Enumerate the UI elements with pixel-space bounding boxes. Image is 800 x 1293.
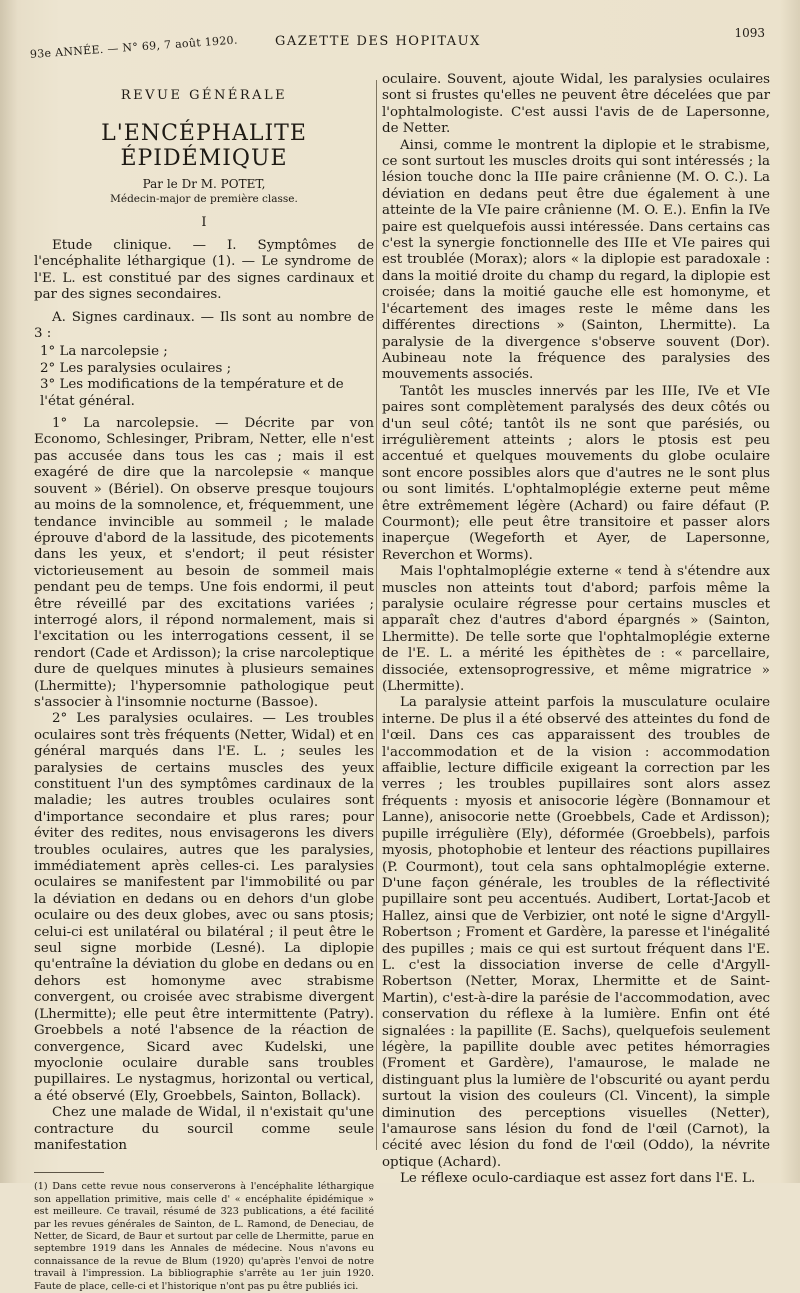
narcolepsy-paragraph: 1° La narcolepsie. — Décrite par von Economo, Schlesinger, Pribram, Netter, elle n'est pas accusée dans tous les cas ; mais il est exagéré de dire que la narcolepsie « manque souvent » (Bériel). On observe presque toujours au moins de la somnolence, et, fréquemment, une tendance invincible au sommeil ; le malade éprouve d'abord de la lassitude, des picotements dans les yeux, et s'endort; il peut résister victorieusement au besoin de sommeil mais pendant peu de temps. Une fois endormi, il peut être réveillé par des excitations variées ; interrogé alors, il répond normalement, mais si l'excitation ou les interrogations cessent, il se rendort (Cade et Ardisson); la crise narcoleptique dure de quelques minutes à plusieurs semaines (Lhermitte); l'hypersomnie pathologique peut s'associer à l'insomnie nocturne (Bassoe). xyxy=(34,416,374,710)
author-line: Par le Dr M. POTET, xyxy=(142,177,266,191)
section-heading: REVUE GÉNÉRALE xyxy=(120,88,288,103)
widal-paragraph: Chez une malade de Widal, il n'existait qu'une contracture du sourcil comme seule manifestation xyxy=(34,1105,374,1153)
list-item: 2° Les paralysies oculaires ; xyxy=(40,360,232,376)
issue-line: 93e ANNÉE. — N° 69, 7 août 1920. xyxy=(29,33,239,61)
left-column xyxy=(34,80,374,1293)
paragraph: La paralysie atteint parfois la musculature oculaire interne. De plus il a été observé des atteintes du fond de l'œil. Dans ces cas apparaissent des troubles de l'accommodation et de la vision : accommodation affaiblie, lecture difficile exigeant la correction par les verres ; les troubles pupillaires sont alors assez fréquents : myosis et anisocorie légère (Bonnamour et Lanne), anisocorie nette (Groebbels, Cade et Ardisson); pupille irrégulière (Ely), déformée (Groebbels), parfois myosis, photophobie et lenteur des réactions pupillaires (P. Courmont), tout cela sans ophtalmoplégie externe. D'une façon générale, les troubles de la réflectivité pupillaire sont peu accentués. Audibert, Lortat-Jacob et Hallez, ainsi que de Verbizier, ont noté le signe d'Argyll-Robertson ; Froment et Gardère, la paresse et l'inégalité des pupilles ; mais ce qui est surtout fréquent dans l'E. L. c'est la dissociation inverse de celle d'Argyll-Robertson (Netter, Morax, Lhermitte et de Saint-Martin), c'est-à-dire la parésie de l'accommodation, avec conservation du réflexe à la lumière. Enfin ont été signalées : la papillite (E. Sachs), quelquefois seulement légère, la papillite double avec petites hémorragies (Froment et Gardère), l'amaurose, le malade ne distinguant plus la lumière de l'obscurité ou ayant perdu surtout la vision des couleurs (Cl. Vincent), la simple diminution des perceptions visuelles (Netter), l'amaurose sans lésion du fond de l'œil (Carnot), la cécité avec lésion du fond de l'œil (Oddo), la névrite optique (Achard). xyxy=(382,695,770,1170)
paragraph: Ainsi, comme le montrent la diplopie et le strabisme, ce sont surtout les muscles droits qui sont intéressés ; la lésion touche donc la IIIe paire crânienne (M. O. C.). La déviation en dedans peut être due également à une atteinte de la VIe paire crânienne (M. O. E.). Enfin la IVe paire est quelquefois aussi intéressée. Dans certains cas c'est la synergie fonctionnelle des IIIe et VIe paires qui est troublée (Morax); alors « la diplopie est paradoxale : dans la moitié droite du champ du regard, la diplopie est croisée; dans la moitié gauche elle est homonyme, et l'écartement des images reste le même dans les différentes directions » (Sainton, Lhermitte). La paralysie de la divergence s'observe souvent (Dor). Aubineau note la fréquence des paralysies des mouvements associés. xyxy=(382,137,770,383)
right-column xyxy=(382,72,770,1188)
part-numeral: I xyxy=(201,215,207,230)
clinical-study-paragraph: Etude clinique. — I. Symptômes de l'encéphalite léthargique (1). — Le syndrome de l'E. L. est constitué par des signes cardinaux et par des signes secondaires. xyxy=(34,238,374,303)
paragraph: Mais l'ophtalmoplégie externe « tend à s'étendre aux muscles non atteints tout d'abord; parfois même la paralysie oculaire régresse pour certains muscles et apparaît chez d'autres d'abord épargnés » (Sainton, Lhermitte). De telle sorte que l'ophtalmoplégie externe de l'E. L. a mérité les épithètes de : « parcellaire, dissociée, extensoprogressive, et même migratrice » (Lhermitte). xyxy=(382,564,770,695)
list-item: 3° Les modifications de la température et de l'état général. xyxy=(40,377,344,409)
paragraph: Tantôt les muscles innervés par les IIIe, IVe et VIe paires sont complètement paralysés des deux côtés ou d'un seul côté; tantôt ils ne sont que parésiés, ou irrégulièrement atteints ; alors le ptosis est peu accentué et quelques mouvements du globe oculaire sont encore possibles alors que d'autres ne le sont plus ou sont limités. L'ophtalmoplégie externe peut même être extrêmement légère (Achard) ou faire défaut (P. Courmont); elle peut être transitoire et passer alors inaperçue (Wegeforth et Ayer, de Lapersonne, Reverchon et Worms). xyxy=(382,383,770,563)
ocular-paralysis-paragraph: 2° Les paralysies oculaires. — Les troubles oculaires sont très fréquents (Netter, Widal) et en général marqués dans l'E. L. ; seules les paralysies de certains muscles des yeux constituent l'un des symptômes cardinaux de la maladie; les autres troubles oculaires sont d'importance secondaire et plus rares; pour éviter des redites, nous envisagerons les divers troubles oculaires, autres que les paralysies, immédiatement après celles-ci. Les paralysies oculaires se manifestent par l'immobilité ou par la déviation en dedans ou en dehors d'un globe oculaire ou des deux globes, avec ou sans ptosis; celui-ci est unilatéral ou bilatéral ; il peut être le seul signe morbide (Lesné). La diplopie qu'entraîne la déviation du globe en dedans ou en dehors est homonyme avec strabisme convergent, ou croisée avec strabisme divergent (Lhermitte); elle peut être intermittente (Patry). Groebbels a noté l'absence de la réaction de convergence, Sicard avec Kudelski, une myoclonie oculaire durable sans troubles pupillaires. Le nystagmus, horizontal ou vertical, a été observé (Ely, Groebbels, Sainton, Bollack). xyxy=(34,711,374,1104)
footnote-rule xyxy=(34,1172,104,1173)
cardinal-signs-heading: A. Signes cardinaux. — Ils sont au nombre de 3 : xyxy=(34,309,374,342)
page-header xyxy=(30,26,775,66)
paragraph: oculaire. Souvent, ajoute Widal, les paralysies oculaires sont si frustes qu'elles ne peuvent être décelées que par l'ophtalmologiste. C'est aussi l'avis de de Lapersonne, de Netter. xyxy=(382,72,770,137)
list-item: 1° La narcolepsie ; xyxy=(40,344,168,360)
journal-title: GAZETTE DES HOPITAUX xyxy=(275,34,481,49)
footnote: (1) Dans cette revue nous conserverons à l'encéphalite léthargique son appellation primitive, mais celle d' « encéphalite épidémique » est meilleure. Ce travail, résumé de 323 publications, a été facilité par les revues générales de Sainton, de L. Ramond, de Deneciau, de Netter, de Sicard, de Baur et surtout par celle de Lhermitte, parue en septembre 1919 dans les Annales de médecine. Nous n'avons eu connaissance de la revue de Blum (1920) qu'après l'envoi de notre travail à l'impression. La bibliographie s'arrête au 1er juin 1920. Faute de place, celle-ci et l'historique n'ont pas pu être publiés ici. xyxy=(34,1181,374,1292)
article-title: L'ENCÉPHALITE ÉPIDÉMIQUE xyxy=(101,121,307,171)
author-rank: Médecin-major de première classe. xyxy=(110,193,298,205)
page-number: 1093 xyxy=(734,26,765,40)
column-divider xyxy=(376,80,377,1150)
paragraph: Le réflexe oculo-cardiaque est assez fort dans l'E. L. xyxy=(400,1171,756,1187)
